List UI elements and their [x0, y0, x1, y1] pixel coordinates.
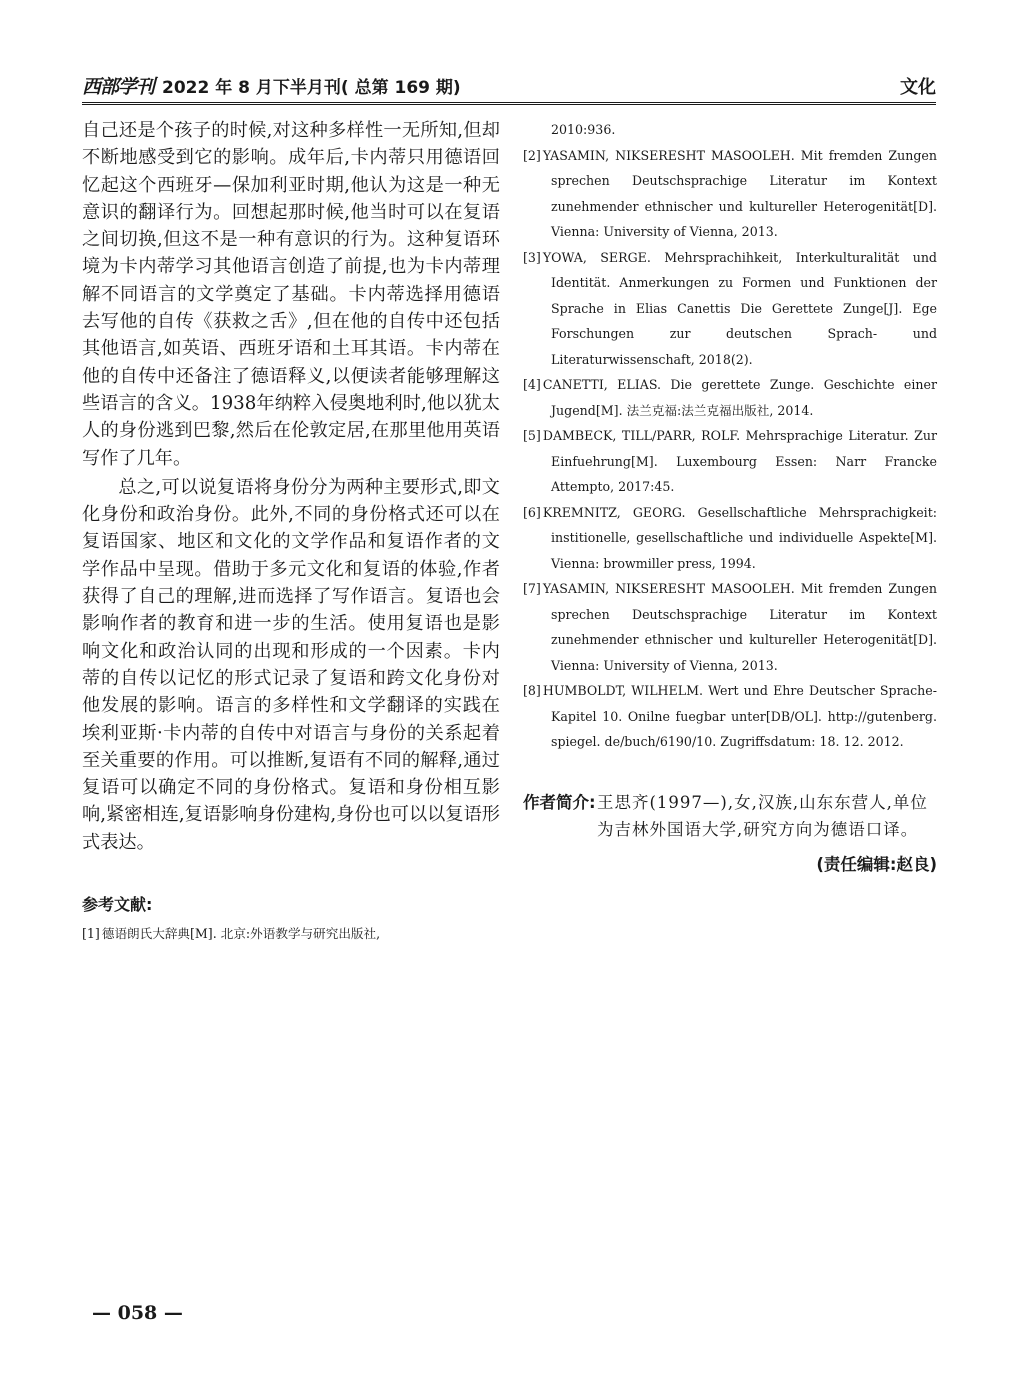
reference-text: DAMBECK, TILL/PARR, ROLF. Mehrsprachige Literatur. Zur Einfuehrung[M]. Luxembourg Essen: Narr Francke Attempto, 2017:45.	[542, 428, 937, 494]
reference-item-4	[523, 372, 937, 423]
issue-info: 2022 年 8 月下半月刊( 总第 169 期)	[162, 78, 461, 98]
reference-text: KREMNITZ, GEORG. Gesellschaftliche Mehrsprachigkeit: institionelle, gesellschaftliche und individuelle Aspekte[M]. Vienna: browmiller press, 1994.	[542, 504, 937, 571]
editor-note: (责任编辑:赵良)	[816, 854, 937, 874]
author-bio-label: 作者简介:	[523, 792, 596, 812]
reference-item-1	[82, 921, 500, 947]
reference-text: YASAMIN, NIKSERESHT MASOOLEH. Mit fremden Zungen sprechen Deutschsprachige Literatur im Kontext zunehmender ethnischer und kultureller Heterogenität[D]. Vienna: University of Vienna, 2013.	[542, 581, 937, 673]
reference-item-3	[523, 245, 937, 373]
reference-number: [8]	[523, 683, 541, 698]
reference-item-2	[523, 143, 937, 245]
reference-item-8	[523, 678, 937, 755]
reference-item-6	[523, 500, 937, 577]
reference-item-5	[523, 423, 937, 500]
reference-number: [4]	[523, 377, 541, 392]
reference-text: 2010:936.	[551, 122, 616, 137]
body-paragraph-1: 自己还是个孩子的时候,对这种多样性一无所知,但却不断地感受到它的影响。成年后,卡内蒂只用德语回忆起这个西班牙—保加利亚时期,他认为这是一种无意识的翻译行为。回想起那时候,他当时可以在复语之间切换,但这不是一种有意识的行为。这种复语环境为卡内蒂学习其他语言创造了前提,也为卡内蒂理解不同语言的文学奠定了基础。卡内蒂选择用德语去写他的自传《获救之舌》,但在他的自传中还包括其他语言,如英语、西班牙语和土耳其语。卡内蒂在他的自传中还备注了德语释义,以便读者能够理解这些语言的含义。1938年纳粹入侵奥地利时,他以犹太人的身份逃到巴黎,然后在伦敦定居,在那里他用英语写作了几年。	[82, 120, 500, 469]
right-column	[523, 117, 937, 875]
reference-number: [6]	[523, 504, 541, 520]
reference-text: YOWA, SERGE. Mehrsprachihkeit, Interkulturalität und Identität. Anmerkungen zu Formen und Funktionen der Sprache in Elias Canettis Die Gerettete Zunge[J]. Ege Forschungen zur deutschen Sprach- und Literaturwissenschaft, 2018(2).	[542, 249, 937, 367]
reference-number: [7]	[523, 581, 541, 596]
author-bio-text: 王思齐(1997—),女,汉族,山东东营人,单位为吉林外国语大学,研究方向为德语口译。	[597, 792, 928, 839]
section-tag: 文化	[900, 77, 936, 98]
references-heading: 参考文献:	[82, 895, 153, 915]
reference-number: [1]	[82, 926, 100, 942]
reference-text: YASAMIN, NIKSERESHT MASOOLEH. Mit fremden Zungen sprechen Deutschsprachige Literatur im Kontext zunehmender ethnischer und kultureller Heterogenität[D]. Vienna: University of Vienna, 2013.	[542, 147, 937, 239]
reference-text: 德语朗氏大辞典[M]. 北京:外语教学与研究出版社,	[101, 926, 381, 942]
running-header	[82, 68, 936, 105]
reference-number: [5]	[523, 428, 541, 443]
author-bio	[523, 789, 937, 843]
body-paragraph-2: 总之,可以说复语将身份分为两种主要形式,即文化身份和政治身份。此外,不同的身份格式还可以在复语国家、地区和文化的文学作品和复语作者的文学作品中呈现。借助于多元文化和复语的体验,作者获得了自己的理解,进而选择了写作语言。复语也会影响作者的教育和进一步的生活。使用复语也是影响文化和政治认同的出现和形成的一个因素。卡内蒂的自传以记忆的形式记录了复语和跨文化身份对他发展的影响。语言的多样性和文学翻译的实践在埃利亚斯·卡内蒂的自传中对语言与身份的关系起着至关重要的作用。可以推断,复语有不同的解释,通过复语可以确定不同的身份格式。复语和身份相互影响,紧密相连,复语影响身份建构,身份也可以以复语形式表达。	[82, 476, 500, 853]
reference-item-1-continued	[523, 117, 937, 143]
journal-logo: 西部学刊	[82, 76, 155, 98]
reference-number: [3]	[523, 249, 541, 265]
reference-text: HUMBOLDT, WILHELM. Wert und Ehre Deutscher Sprache-Kapitel 10. Onilne fuegbar unter[DB/OL]. http://gutenberg. spiegel. de/buch/6190/10. Zugriffsdatum: 18. 12. 2012.	[542, 683, 937, 749]
reference-number: [2]	[523, 147, 541, 163]
left-column	[82, 117, 500, 947]
reference-item-7	[523, 576, 937, 678]
reference-text: CANETTI, ELIAS. Die gerettete Zunge. Geschichte einer Jugend[M]. 法兰克福:法兰克福出版社, 2014.	[542, 377, 937, 418]
page-number: — 058 —	[92, 1302, 183, 1324]
